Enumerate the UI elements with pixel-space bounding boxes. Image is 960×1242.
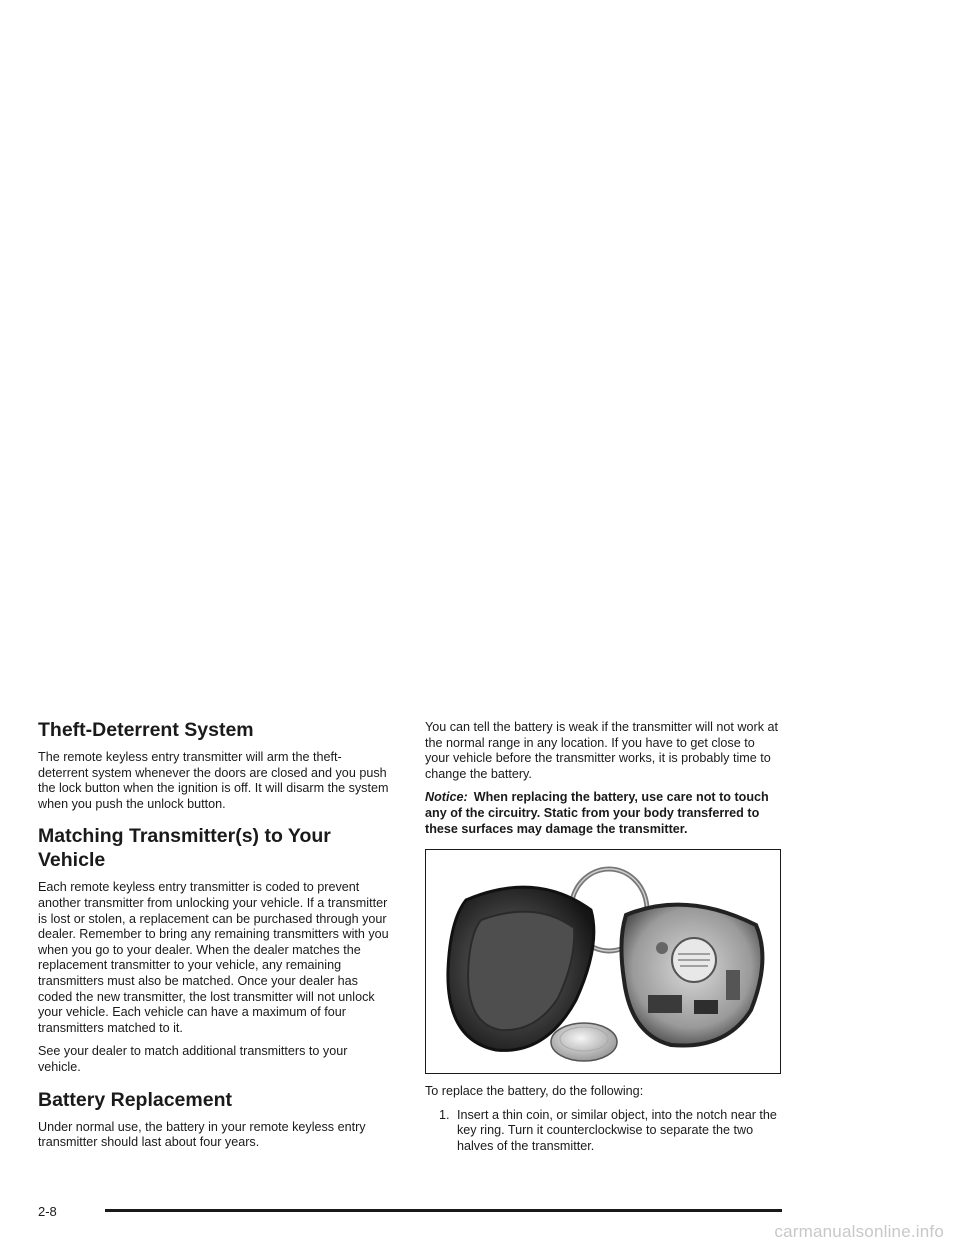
replacement-steps-list: [425, 1108, 782, 1155]
left-column: [38, 718, 390, 1159]
footer-divider: [105, 1209, 782, 1212]
replacement-step-1: 1. Insert a thin coin, or similar object, into the notch near the key ring. Turn it counterclockwise to separate the two halves of the transmitter.: [453, 1108, 782, 1155]
notice-label: Notice:: [425, 790, 468, 805]
battery-weak-paragraph: You can tell the battery is weak if the transmitter will not work at the normal range in any location. If you have to get close to your vehicle before the transmitter works, it is probably time to change the battery.: [425, 720, 779, 781]
notice-text: When replacing the battery, use care not to touch any of the circuitry. Static from your body transferred to these surfaces may damage the transmitter.: [425, 790, 769, 836]
transmitter-battery-figure: [425, 849, 781, 1074]
battery-life-paragraph: Under normal use, the battery in your remote keyless entry transmitter should last about four years.: [38, 1119, 366, 1150]
theft-deterrent-paragraph: The remote keyless entry transmitter will arm the theft-deterrent system whenever the doors are closed and you push the lock button when the ignition is off. It will disarm the system when you push the unlock button.: [38, 750, 389, 811]
section-title-battery-replacement: Battery Replacement: [38, 1088, 232, 1111]
matching-paragraph-1: Each remote keyless entry transmitter is coded to prevent another transmitter from unlocking your vehicle. If a transmitter is lost or stolen, a replacement can be purchased through your dealer. Remember to bring any remaining transmitters with you when you go to your dealer. When the dealer matches the replacement transmitter to your vehicle, any remaining transmitters must also be matched. Once your dealer has coded the new transmitter, the lost transmitter will not unlock your vehicle. Each vehicle can have a maximum of four transmitters matched to it.: [38, 880, 389, 1035]
replace-intro: To replace the battery, do the following:: [425, 1084, 644, 1099]
transmitter-opened-illustration: [426, 850, 781, 1074]
notice-paragraph: [425, 790, 782, 837]
site-watermark: carmanualsonline.info: [774, 1222, 944, 1241]
page-number: 2-8: [38, 1204, 57, 1219]
right-column: [425, 720, 782, 1155]
section-title-matching-transmitters: Matching Transmitter(s) to Your Vehicle: [38, 825, 331, 872]
matching-paragraph-2: See your dealer to match additional transmitters to your vehicle.: [38, 1044, 348, 1074]
section-title-theft-deterrent: Theft-Deterrent System: [38, 719, 254, 741]
